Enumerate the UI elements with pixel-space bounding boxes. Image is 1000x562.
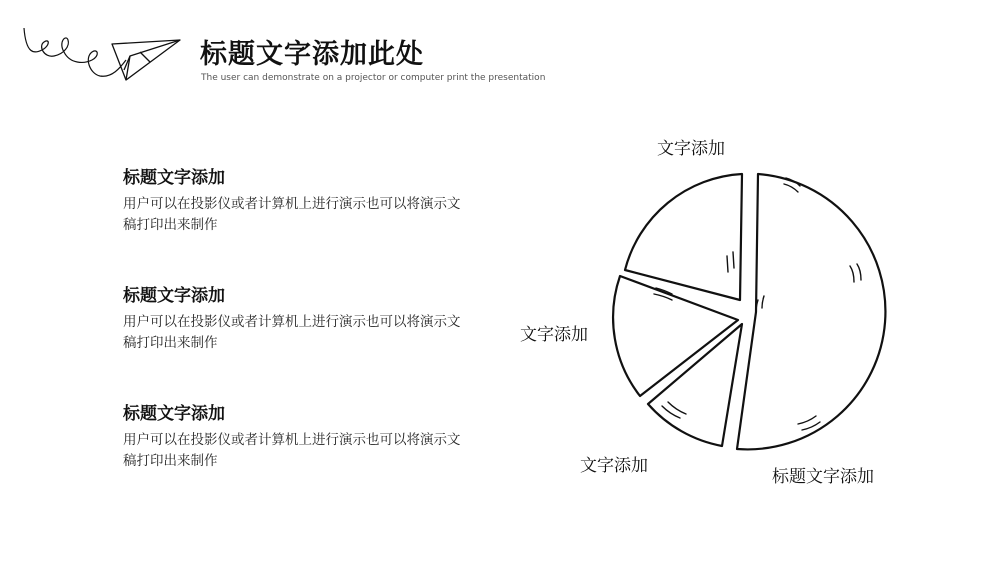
pie-label-top: 文字添加 — [657, 139, 725, 159]
doodle-swirl-icon — [24, 28, 126, 76]
pie-label-left: 文字添加 — [520, 325, 588, 345]
text-block-body: 用户可以在投影仪或者计算机上进行演示也可以将演示文稿打印出来制作 — [123, 196, 461, 233]
page-title: 标题文字添加此处 — [200, 39, 424, 70]
paper-plane-decoration — [20, 24, 188, 90]
text-block-body: 用户可以在投影仪或者计算机上进行演示也可以将演示文稿打印出来制作 — [123, 314, 461, 351]
text-block-3 — [123, 402, 483, 472]
pie-illustration — [600, 160, 900, 460]
pie-label-bottom-right: 标题文字添加 — [772, 467, 874, 487]
pie-slice-large — [737, 174, 885, 449]
text-block-heading: 标题文字添加 — [123, 404, 225, 424]
pie-slice-top-left — [625, 174, 742, 300]
text-block-1 — [123, 166, 483, 236]
text-block-heading: 标题文字添加 — [123, 286, 225, 306]
pie-label-bottom: 文字添加 — [580, 456, 648, 476]
text-block-body: 用户可以在投影仪或者计算机上进行演示也可以将演示文稿打印出来制作 — [123, 432, 461, 469]
page-subtitle: The user can demonstrate on a projector or computer print the presentation — [201, 73, 546, 83]
paper-plane-icon — [112, 40, 180, 80]
pie-slice-bottom — [648, 324, 742, 446]
text-block-2 — [123, 284, 483, 354]
text-block-heading: 标题文字添加 — [123, 168, 225, 188]
